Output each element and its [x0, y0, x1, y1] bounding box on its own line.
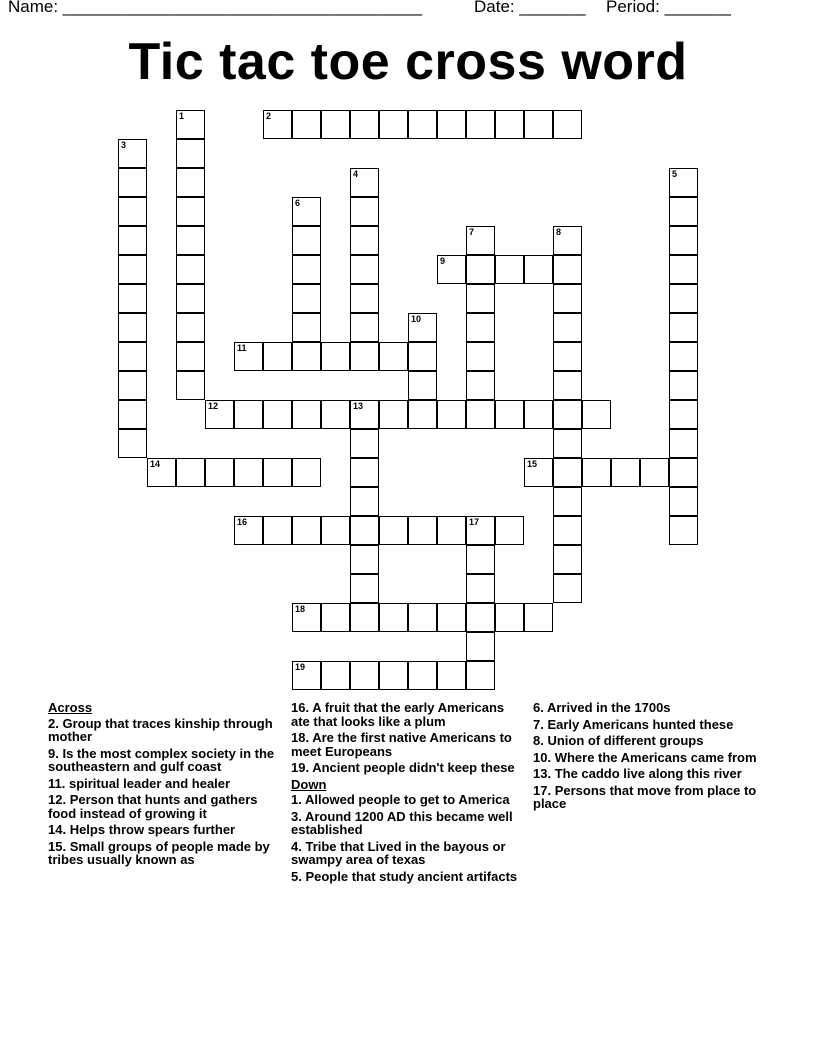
grid-cell[interactable]: [408, 603, 437, 632]
grid-cell[interactable]: [379, 516, 408, 545]
down-clue: [533, 734, 769, 748]
across-clue: [48, 777, 280, 791]
grid-cell[interactable]: [118, 342, 147, 371]
grid-cell[interactable]: [524, 255, 553, 284]
grid-cell[interactable]: [466, 226, 495, 255]
across-clue: [48, 840, 280, 867]
grid-cell[interactable]: [379, 342, 408, 371]
grid-cell[interactable]: [118, 284, 147, 313]
grid-cell[interactable]: [408, 313, 437, 342]
grid-cell[interactable]: [553, 458, 582, 487]
grid-cell[interactable]: [321, 342, 350, 371]
clue-text: The caddo live along this river: [554, 766, 742, 781]
grid-cell[interactable]: [466, 516, 495, 545]
clue-number: 9.: [48, 745, 63, 761]
grid-cell[interactable]: [408, 342, 437, 371]
down-clue-list: [291, 793, 523, 883]
grid-cell[interactable]: [176, 313, 205, 342]
down-clue: [533, 784, 769, 811]
grid-cell[interactable]: [466, 342, 495, 371]
clue-text: Union of different groups: [547, 733, 704, 748]
grid-cell[interactable]: [466, 284, 495, 313]
grid-cell[interactable]: [350, 574, 379, 603]
grid-cell[interactable]: [292, 226, 321, 255]
grid-cell[interactable]: [553, 574, 582, 603]
grid-cell[interactable]: [176, 284, 205, 313]
grid-cell[interactable]: [263, 516, 292, 545]
clue-number: 11.: [48, 775, 69, 791]
grid-cell[interactable]: [669, 487, 698, 516]
clue-text: A fruit that the early Americans ate that looks like a plum: [291, 700, 505, 729]
clue-number: 2: [266, 111, 272, 121]
grid-cell[interactable]: [350, 661, 379, 690]
clue-number: 4: [353, 169, 359, 179]
grid-cell[interactable]: [292, 110, 321, 139]
clue-text: Small groups of people made by tribes usually known as: [48, 838, 270, 867]
grid-cell[interactable]: [495, 110, 524, 139]
grid-cell[interactable]: [321, 661, 350, 690]
clues-column-2: [291, 701, 523, 886]
clues-column-3: [533, 701, 769, 814]
grid-cell[interactable]: [292, 661, 321, 690]
grid-cell[interactable]: [118, 313, 147, 342]
grid-cell[interactable]: [669, 429, 698, 458]
grid-cell[interactable]: [669, 197, 698, 226]
clue-number: 8: [556, 227, 562, 237]
clue-number: 12: [208, 401, 219, 411]
across-clue-list: [48, 717, 280, 867]
clue-text: Allowed people to get to America: [304, 792, 510, 807]
grid-cell[interactable]: [553, 313, 582, 342]
grid-cell[interactable]: [176, 458, 205, 487]
clue-number: 16.: [291, 700, 313, 715]
grid-cell[interactable]: [582, 400, 611, 429]
clue-number: 9: [440, 256, 446, 266]
grid-cell[interactable]: [379, 110, 408, 139]
clue-number: 5: [672, 169, 678, 179]
clue-text: Early Americans hunted these: [547, 716, 734, 732]
grid-cell[interactable]: [553, 516, 582, 545]
clue-text: spiritual leader and healer: [68, 775, 231, 791]
grid-cell[interactable]: [263, 400, 292, 429]
grid-cell[interactable]: [118, 400, 147, 429]
grid-cell[interactable]: [176, 168, 205, 197]
grid-cell[interactable]: [553, 226, 582, 255]
grid-cell[interactable]: [292, 313, 321, 342]
grid-cell[interactable]: [466, 313, 495, 342]
down-heading: Down: [291, 776, 327, 792]
across-clue: [291, 701, 523, 728]
grid-cell[interactable]: [669, 516, 698, 545]
grid-cell[interactable]: [408, 400, 437, 429]
grid-cell[interactable]: [176, 342, 205, 371]
grid-cell[interactable]: [176, 226, 205, 255]
grid-cell[interactable]: [292, 400, 321, 429]
down-clue: [533, 767, 769, 781]
grid-cell[interactable]: [205, 458, 234, 487]
down-clue: [533, 701, 769, 715]
grid-cell[interactable]: [350, 458, 379, 487]
clue-number: 10.: [533, 749, 555, 765]
grid-cell[interactable]: [611, 458, 640, 487]
down-clue-list-continued: [533, 701, 769, 811]
grid-cell[interactable]: [466, 255, 495, 284]
clues-column-1: [48, 701, 280, 870]
grid-cell[interactable]: [408, 371, 437, 400]
grid-cell[interactable]: [495, 400, 524, 429]
clue-number: 13.: [533, 766, 555, 781]
clue-text: Ancient people didn't keep these: [312, 760, 515, 775]
grid-cell[interactable]: [118, 371, 147, 400]
grid-cell[interactable]: [205, 400, 234, 429]
grid-cell[interactable]: [466, 371, 495, 400]
across-clue-list-continued: [291, 701, 523, 775]
down-clue: [291, 793, 523, 807]
grid-cell[interactable]: [669, 400, 698, 429]
clue-number: 1: [179, 111, 185, 121]
name-field[interactable]: Name: ______________________________________: [8, 0, 423, 16]
grid-cell[interactable]: [669, 255, 698, 284]
grid-cell[interactable]: [350, 487, 379, 516]
grid-cell[interactable]: [321, 603, 350, 632]
clue-number: 7.: [533, 716, 548, 732]
grid-cell[interactable]: [669, 168, 698, 197]
clue-number: 11: [237, 343, 247, 353]
grid-cell[interactable]: [379, 400, 408, 429]
across-clue: [291, 731, 523, 758]
grid-cell[interactable]: [350, 255, 379, 284]
grid-cell[interactable]: [495, 255, 524, 284]
clue-number: 18.: [291, 730, 313, 745]
grid-cell[interactable]: [466, 632, 495, 661]
grid-cell[interactable]: [234, 342, 263, 371]
grid-cell[interactable]: [466, 603, 495, 632]
grid-cell[interactable]: [640, 458, 669, 487]
grid-cell[interactable]: [292, 255, 321, 284]
clue-number: 16: [237, 517, 248, 527]
grid-cell[interactable]: [437, 661, 466, 690]
grid-cell[interactable]: [118, 139, 147, 168]
clue-number: 1.: [291, 792, 305, 807]
grid-cell[interactable]: [553, 342, 582, 371]
grid-cell[interactable]: [408, 661, 437, 690]
clue-number: 4.: [291, 838, 306, 854]
grid-cell[interactable]: [350, 313, 379, 342]
grid-cell[interactable]: [437, 110, 466, 139]
down-clue: [291, 840, 523, 867]
grid-cell[interactable]: [292, 458, 321, 487]
clue-number: 14.: [48, 822, 70, 837]
grid-cell[interactable]: [379, 661, 408, 690]
grid-cell[interactable]: [118, 255, 147, 284]
grid-cell[interactable]: [118, 197, 147, 226]
page-title: Tic tac toe cross word: [128, 33, 688, 91]
down-clue: [533, 751, 769, 765]
grid-cell[interactable]: [118, 226, 147, 255]
clue-number: 2.: [48, 715, 63, 731]
grid-cell[interactable]: [524, 110, 553, 139]
clue-number: 13: [353, 401, 364, 411]
clue-number: 8.: [533, 733, 548, 748]
grid-cell[interactable]: [466, 545, 495, 574]
clue-text: Arrived in the 1700s: [546, 700, 671, 715]
grid-cell[interactable]: [350, 284, 379, 313]
grid-cell[interactable]: [466, 400, 495, 429]
grid-cell[interactable]: [350, 516, 379, 545]
clue-number: 19.: [291, 760, 313, 775]
grid-cell[interactable]: [176, 197, 205, 226]
grid-cell[interactable]: [350, 429, 379, 458]
clue-text: Person that hunts and gathers food instead of growing it: [48, 792, 258, 821]
clue-number: 15.: [48, 838, 70, 854]
across-clue: [48, 793, 280, 820]
clue-number: 12.: [48, 792, 70, 807]
clue-text: People that study ancient artifacts: [305, 868, 518, 884]
grid-cell[interactable]: [437, 516, 466, 545]
clue-number: 15: [527, 459, 538, 469]
clue-text: Tribe that Lived in the bayous or swampy area of texas: [291, 838, 506, 867]
grid-cell[interactable]: [408, 110, 437, 139]
grid-cell[interactable]: [437, 400, 466, 429]
grid-cell[interactable]: [669, 226, 698, 255]
period-field[interactable]: Period: _______: [606, 0, 731, 16]
clue-text: Around 1200 AD this became well established: [291, 808, 513, 837]
across-heading: Across: [48, 700, 93, 715]
grid-cell[interactable]: [176, 255, 205, 284]
grid-cell[interactable]: [263, 110, 292, 139]
grid-cell[interactable]: [553, 545, 582, 574]
grid-cell[interactable]: [553, 371, 582, 400]
grid-cell[interactable]: [669, 371, 698, 400]
across-clue: [291, 761, 523, 775]
grid-cell[interactable]: [350, 603, 379, 632]
grid-cell[interactable]: [437, 603, 466, 632]
grid-cell[interactable]: [118, 168, 147, 197]
clue-text: Helps throw spears further: [69, 822, 236, 837]
grid-cell[interactable]: [234, 458, 263, 487]
across-clue: [48, 823, 280, 837]
clue-number: 6: [295, 198, 301, 208]
grid-cell[interactable]: [524, 603, 553, 632]
grid-cell[interactable]: [669, 284, 698, 313]
clue-number: 5.: [291, 868, 306, 884]
grid-cell[interactable]: [553, 284, 582, 313]
grid-cell[interactable]: [350, 400, 379, 429]
date-field[interactable]: Date: _______: [474, 0, 586, 16]
grid-cell[interactable]: [582, 458, 611, 487]
clue-number: 3.: [291, 808, 305, 824]
clue-number: 6.: [533, 700, 547, 715]
grid-cell[interactable]: [350, 168, 379, 197]
grid-cell[interactable]: [524, 400, 553, 429]
grid-cell[interactable]: [234, 516, 263, 545]
across-clue: [48, 717, 280, 744]
clue-number: 7: [469, 227, 475, 237]
grid-cell[interactable]: [292, 516, 321, 545]
across-clue: [48, 747, 280, 774]
clue-number: 3: [121, 140, 127, 150]
grid-cell[interactable]: [495, 516, 524, 545]
clue-text: Are the first native Americans to meet Europeans: [291, 730, 512, 759]
grid-cell[interactable]: [118, 429, 147, 458]
grid-cell[interactable]: [292, 284, 321, 313]
clue-text: Persons that move from place to place: [533, 782, 757, 811]
grid-cell[interactable]: [466, 110, 495, 139]
clue-number: 10: [411, 314, 422, 324]
grid-cell[interactable]: [495, 603, 524, 632]
grid-cell[interactable]: [669, 313, 698, 342]
grid-cell[interactable]: [176, 371, 205, 400]
grid-cell[interactable]: [437, 255, 466, 284]
grid-cell[interactable]: [466, 574, 495, 603]
clue-number: 18: [295, 604, 306, 614]
grid-cell[interactable]: [292, 603, 321, 632]
grid-cell[interactable]: [176, 110, 205, 139]
clue-text: Is the most complex society in the southeastern and gulf coast: [48, 745, 275, 774]
grid-cell[interactable]: [553, 429, 582, 458]
grid-cell[interactable]: [147, 458, 176, 487]
down-clue: [291, 810, 523, 837]
grid-cell[interactable]: [292, 342, 321, 371]
grid-cell[interactable]: [379, 603, 408, 632]
grid-cell[interactable]: [350, 342, 379, 371]
clue-text: Group that traces kinship through mother: [48, 715, 273, 744]
grid-cell[interactable]: [176, 139, 205, 168]
down-clue: [291, 870, 523, 884]
clue-number: 17.: [533, 782, 555, 798]
grid-cell[interactable]: [553, 255, 582, 284]
grid-cell[interactable]: [553, 400, 582, 429]
grid-cell[interactable]: [263, 458, 292, 487]
grid-cell[interactable]: [321, 110, 350, 139]
grid-cell[interactable]: [553, 110, 582, 139]
grid-cell[interactable]: [524, 458, 553, 487]
grid-cell[interactable]: [466, 661, 495, 690]
clue-text: Where the Americans came from: [554, 749, 757, 765]
grid-cell[interactable]: [408, 516, 437, 545]
down-clue: [533, 718, 769, 732]
grid-cell[interactable]: [669, 458, 698, 487]
clue-number: 14: [150, 459, 161, 469]
grid-cell[interactable]: [553, 487, 582, 516]
grid-cell[interactable]: [350, 197, 379, 226]
grid-cell[interactable]: [350, 545, 379, 574]
clue-number: 17: [469, 517, 480, 527]
grid-cell[interactable]: [234, 400, 263, 429]
grid-cell[interactable]: [350, 110, 379, 139]
grid-cell[interactable]: [292, 197, 321, 226]
grid-cell[interactable]: [350, 226, 379, 255]
grid-cell[interactable]: [321, 516, 350, 545]
grid-cell[interactable]: [263, 342, 292, 371]
grid-cell[interactable]: [321, 400, 350, 429]
grid-cell[interactable]: [669, 342, 698, 371]
clue-number: 19: [295, 662, 306, 672]
